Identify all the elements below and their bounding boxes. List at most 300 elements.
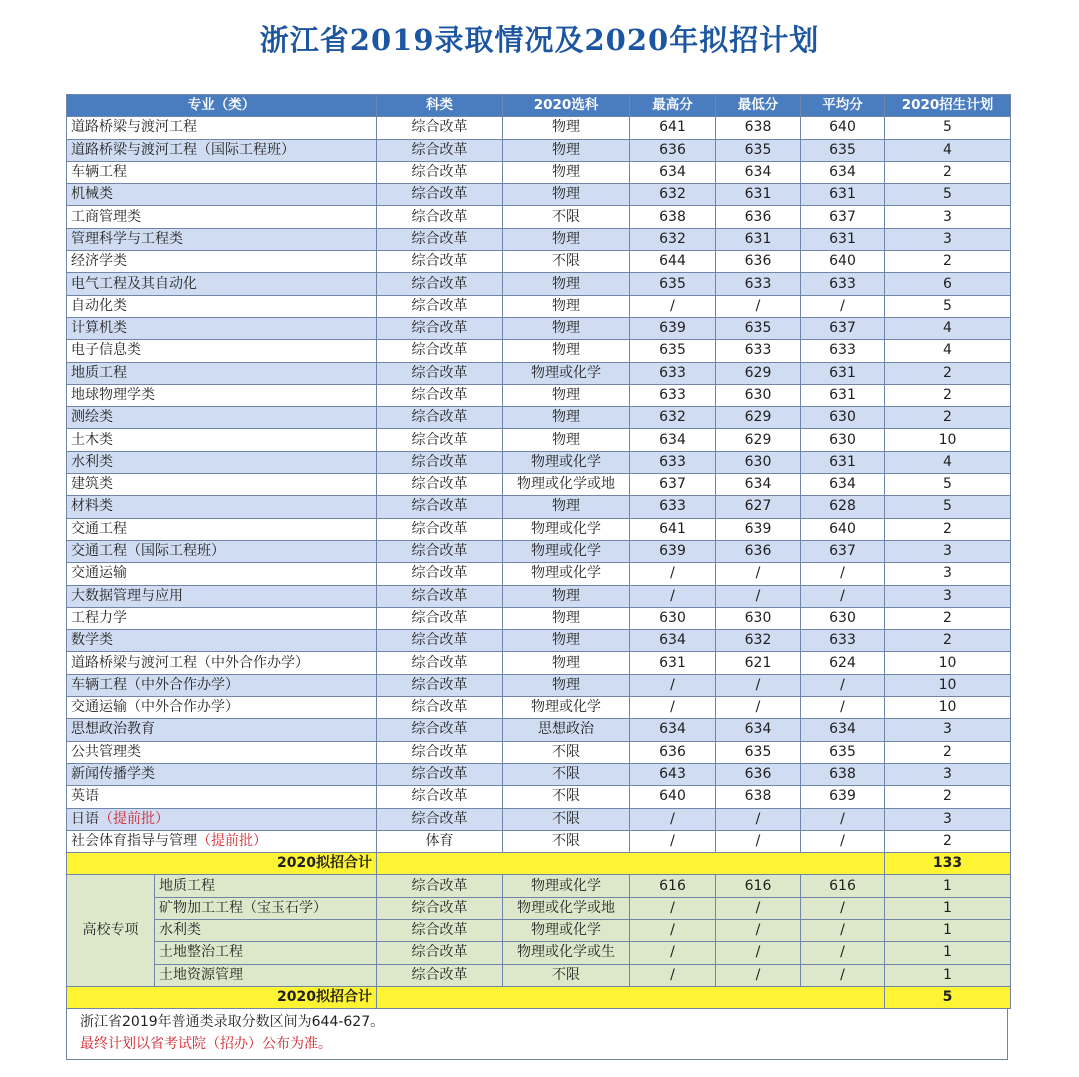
avg-score-cell: 630 (801, 429, 885, 451)
min-score-cell: 635 (716, 139, 801, 161)
max-score-cell: 633 (630, 384, 716, 406)
category-cell: 综合改革 (377, 228, 503, 250)
avg-score-cell: 630 (801, 407, 885, 429)
major-name: 经济学类 (71, 253, 127, 270)
major-name: 新闻传播学类 (71, 766, 155, 783)
subjects-cell: 物理或化学 (503, 563, 630, 585)
admission-table (66, 94, 1011, 1009)
subjects-cell: 思想政治 (503, 719, 630, 741)
plan-cell: 3 (885, 808, 1011, 830)
table-row (67, 830, 1011, 852)
header-subjects: 2020选科 (503, 95, 630, 117)
category-cell: 综合改革 (377, 273, 503, 295)
plan-cell: 10 (885, 674, 1011, 696)
max-score-cell: 634 (630, 429, 716, 451)
major-name: 地球物理学类 (71, 387, 155, 403)
subjects-cell: 物理 (503, 585, 630, 607)
subjects-cell: 物理或化学 (503, 540, 630, 562)
category-cell: 综合改革 (377, 697, 503, 719)
major-cell (67, 451, 377, 473)
major-name: 建筑类 (71, 476, 113, 493)
plan-cell: 3 (885, 563, 1011, 585)
table-row (67, 474, 1011, 496)
table-row (67, 607, 1011, 629)
major-cell (67, 273, 377, 295)
table-row (67, 161, 1011, 183)
plan-cell: 2 (885, 786, 1011, 808)
subjects-cell: 物理或化学 (503, 875, 630, 897)
max-score-cell: 640 (630, 786, 716, 808)
table-row (67, 518, 1011, 540)
subjects-cell: 物理 (503, 340, 630, 362)
subjects-cell: 不限 (503, 206, 630, 228)
subjects-cell: 物理 (503, 295, 630, 317)
plan-cell: 2 (885, 161, 1011, 183)
min-score-cell: 629 (716, 407, 801, 429)
min-score-cell: / (716, 897, 801, 919)
footer-score-range: 浙江省2019年普通类录取分数区间为644-627。 (80, 1014, 385, 1030)
major-cell: 土地整治工程 (155, 942, 377, 964)
avg-score-cell: 624 (801, 652, 885, 674)
min-score-cell: / (716, 697, 801, 719)
max-score-cell: / (630, 830, 716, 852)
min-score-cell: 627 (716, 496, 801, 518)
table-row (67, 273, 1011, 295)
special-row (67, 875, 1011, 897)
min-score-cell: 636 (716, 251, 801, 273)
major-name: 电子信息类 (71, 342, 141, 359)
special-group-label: 高校专项 (67, 875, 155, 986)
category-cell: 综合改革 (377, 786, 503, 808)
major-name: 车辆工程 (71, 164, 127, 181)
plan-cell: 4 (885, 451, 1011, 473)
table-row (67, 117, 1011, 139)
subjects-cell: 物理 (503, 139, 630, 161)
table-row (67, 228, 1011, 250)
plan-cell: 1 (885, 919, 1011, 941)
early-batch-note: （提前批） (99, 810, 169, 827)
subjects-cell: 物理 (503, 652, 630, 674)
min-score-cell: 633 (716, 340, 801, 362)
max-score-cell: 634 (630, 161, 716, 183)
min-score-cell: / (716, 919, 801, 941)
category-cell: 综合改革 (377, 474, 503, 496)
major-cell (67, 139, 377, 161)
category-cell: 综合改革 (377, 340, 503, 362)
table-row (67, 407, 1011, 429)
category-cell: 综合改革 (377, 942, 503, 964)
max-score-cell: 636 (630, 741, 716, 763)
category-cell: 综合改革 (377, 429, 503, 451)
min-score-cell: 630 (716, 384, 801, 406)
subjects-cell: 物理 (503, 674, 630, 696)
plan-cell: 1 (885, 875, 1011, 897)
category-cell: 综合改革 (377, 964, 503, 986)
avg-score-cell: 633 (801, 630, 885, 652)
category-cell: 综合改革 (377, 763, 503, 785)
plan-cell: 5 (885, 184, 1011, 206)
max-score-cell: 631 (630, 652, 716, 674)
min-score-cell: 621 (716, 652, 801, 674)
table-row (67, 540, 1011, 562)
subjects-cell: 物理 (503, 317, 630, 339)
major-cell (67, 563, 377, 585)
major-cell (67, 652, 377, 674)
table-row (67, 719, 1011, 741)
category-cell: 综合改革 (377, 540, 503, 562)
min-score-cell: 631 (716, 184, 801, 206)
major-cell (67, 630, 377, 652)
major-cell (67, 585, 377, 607)
plan-cell: 6 (885, 273, 1011, 295)
avg-score-cell: / (801, 808, 885, 830)
total-row (67, 986, 1011, 1008)
subjects-cell: 不限 (503, 741, 630, 763)
plan-cell: 2 (885, 741, 1011, 763)
category-cell: 综合改革 (377, 451, 503, 473)
min-score-cell: 639 (716, 518, 801, 540)
major-name: 水利类 (71, 453, 113, 470)
min-score-cell: 630 (716, 451, 801, 473)
category-cell: 综合改革 (377, 496, 503, 518)
avg-score-cell: 635 (801, 741, 885, 763)
major-cell (67, 206, 377, 228)
avg-score-cell: 634 (801, 474, 885, 496)
category-cell: 综合改革 (377, 407, 503, 429)
avg-score-cell: 634 (801, 719, 885, 741)
min-score-cell: / (716, 585, 801, 607)
major-cell (67, 362, 377, 384)
avg-score-cell: 631 (801, 451, 885, 473)
category-cell: 综合改革 (377, 295, 503, 317)
avg-score-cell: / (801, 919, 885, 941)
plan-cell: 1 (885, 964, 1011, 986)
avg-score-cell: / (801, 942, 885, 964)
table-row (67, 496, 1011, 518)
major-name: 思想政治教育 (71, 721, 155, 738)
subjects-cell: 物理或化学 (503, 518, 630, 540)
min-score-cell: / (716, 964, 801, 986)
major-name: 公共管理类 (71, 743, 141, 760)
category-cell: 综合改革 (377, 607, 503, 629)
total-blank (377, 853, 885, 875)
table-row (67, 563, 1011, 585)
major-cell (67, 786, 377, 808)
category-cell: 综合改革 (377, 585, 503, 607)
plan-cell: 2 (885, 384, 1011, 406)
min-score-cell: 638 (716, 786, 801, 808)
major-name: 机械类 (71, 186, 113, 203)
major-name: 数学类 (71, 632, 113, 649)
major-name: 交通运输 (71, 565, 127, 582)
major-cell (67, 295, 377, 317)
total-blank (377, 986, 885, 1008)
min-score-cell: 631 (716, 228, 801, 250)
subjects-cell: 物理 (503, 228, 630, 250)
avg-score-cell: 628 (801, 496, 885, 518)
major-cell (67, 228, 377, 250)
major-name: 道路桥梁与渡河工程（中外合作办学） (71, 654, 309, 671)
major-cell (67, 184, 377, 206)
major-name: 大数据管理与应用 (71, 587, 183, 604)
plan-cell: 10 (885, 429, 1011, 451)
major-name: 地质工程 (71, 364, 127, 381)
category-cell: 综合改革 (377, 384, 503, 406)
total-value: 5 (885, 986, 1011, 1008)
footer-final-plan-note: 最终计划以省考试院（招办）公布为准。 (80, 1036, 332, 1052)
max-score-cell: 639 (630, 540, 716, 562)
major-cell (67, 540, 377, 562)
max-score-cell: / (630, 942, 716, 964)
table-row (67, 295, 1011, 317)
header-plan: 2020招生计划 (885, 95, 1011, 117)
table-row (67, 451, 1011, 473)
avg-score-cell: 631 (801, 362, 885, 384)
max-score-cell: / (630, 585, 716, 607)
major-cell (67, 763, 377, 785)
major-name: 工商管理类 (71, 208, 141, 225)
plan-cell: 2 (885, 630, 1011, 652)
plan-cell: 3 (885, 228, 1011, 250)
subjects-cell: 物理 (503, 161, 630, 183)
subjects-cell: 物理 (503, 117, 630, 139)
plan-cell: 1 (885, 942, 1011, 964)
category-cell: 综合改革 (377, 919, 503, 941)
avg-score-cell: / (801, 295, 885, 317)
max-score-cell: 633 (630, 451, 716, 473)
avg-score-cell: / (801, 674, 885, 696)
major-name: 车辆工程（中外合作办学） (71, 676, 239, 693)
plan-cell: 2 (885, 830, 1011, 852)
subjects-cell: 物理或化学 (503, 362, 630, 384)
avg-score-cell: / (801, 697, 885, 719)
total-value: 133 (885, 853, 1011, 875)
min-score-cell: / (716, 830, 801, 852)
table-row (67, 340, 1011, 362)
avg-score-cell: 637 (801, 540, 885, 562)
avg-score-cell: 640 (801, 117, 885, 139)
special-row (67, 897, 1011, 919)
major-name: 道路桥梁与渡河工程 (71, 119, 197, 136)
plan-cell: 4 (885, 139, 1011, 161)
plan-cell: 4 (885, 317, 1011, 339)
max-score-cell: / (630, 964, 716, 986)
plan-cell: 3 (885, 206, 1011, 228)
avg-score-cell: 633 (801, 340, 885, 362)
plan-cell: 3 (885, 540, 1011, 562)
max-score-cell: 635 (630, 340, 716, 362)
major-cell (67, 117, 377, 139)
table-row (67, 139, 1011, 161)
major-name: 交通运输（中外合作办学） (71, 699, 239, 716)
avg-score-cell: 631 (801, 184, 885, 206)
major-name: 管理科学与工程类 (71, 230, 183, 247)
min-score-cell: 636 (716, 206, 801, 228)
category-cell: 综合改革 (377, 719, 503, 741)
min-score-cell: 636 (716, 763, 801, 785)
major-name: 计算机类 (71, 320, 127, 337)
table-row (67, 630, 1011, 652)
category-cell: 综合改革 (377, 652, 503, 674)
category-cell: 综合改革 (377, 317, 503, 339)
major-cell (67, 340, 377, 362)
major-cell (67, 429, 377, 451)
max-score-cell: 644 (630, 251, 716, 273)
major-name: 工程力学 (71, 609, 127, 626)
plan-cell: 2 (885, 518, 1011, 540)
table-row (67, 741, 1011, 763)
min-score-cell: 638 (716, 117, 801, 139)
special-row (67, 919, 1011, 941)
min-score-cell: 629 (716, 362, 801, 384)
category-cell: 综合改革 (377, 251, 503, 273)
category-cell: 综合改革 (377, 563, 503, 585)
table-row (67, 362, 1011, 384)
major-cell: 土地资源管理 (155, 964, 377, 986)
max-score-cell: 637 (630, 474, 716, 496)
category-cell: 综合改革 (377, 741, 503, 763)
max-score-cell: 641 (630, 117, 716, 139)
plan-cell: 5 (885, 474, 1011, 496)
min-score-cell: / (716, 563, 801, 585)
avg-score-cell: / (801, 585, 885, 607)
plan-cell: 2 (885, 251, 1011, 273)
avg-score-cell: 631 (801, 228, 885, 250)
major-cell (67, 808, 377, 830)
avg-score-cell: 634 (801, 161, 885, 183)
min-score-cell: 635 (716, 741, 801, 763)
subjects-cell: 物理或化学 (503, 919, 630, 941)
max-score-cell: / (630, 808, 716, 830)
plan-cell: 10 (885, 652, 1011, 674)
major-cell (67, 607, 377, 629)
subjects-cell: 物理或化学 (503, 451, 630, 473)
major-cell (67, 674, 377, 696)
major-cell (67, 697, 377, 719)
category-cell: 综合改革 (377, 184, 503, 206)
major-name: 测绘类 (71, 409, 113, 426)
max-score-cell: 635 (630, 273, 716, 295)
category-cell: 综合改革 (377, 674, 503, 696)
major-cell (67, 384, 377, 406)
min-score-cell: 634 (716, 161, 801, 183)
plan-cell: 3 (885, 585, 1011, 607)
table-row (67, 585, 1011, 607)
min-score-cell: / (716, 942, 801, 964)
plan-cell: 10 (885, 697, 1011, 719)
subjects-cell: 物理 (503, 496, 630, 518)
min-score-cell: / (716, 808, 801, 830)
table-row (67, 384, 1011, 406)
table-row (67, 697, 1011, 719)
max-score-cell: / (630, 674, 716, 696)
avg-score-cell: / (801, 964, 885, 986)
max-score-cell: 636 (630, 139, 716, 161)
major-cell: 矿物加工工程（宝玉石学） (155, 897, 377, 919)
avg-score-cell: 638 (801, 763, 885, 785)
subjects-cell: 不限 (503, 808, 630, 830)
category-cell: 综合改革 (377, 808, 503, 830)
max-score-cell: 630 (630, 607, 716, 629)
avg-score-cell: / (801, 563, 885, 585)
plan-cell: 5 (885, 117, 1011, 139)
table-row (67, 206, 1011, 228)
plan-cell: 3 (885, 719, 1011, 741)
avg-score-cell: 637 (801, 317, 885, 339)
header-max: 最高分 (630, 95, 716, 117)
max-score-cell: 633 (630, 496, 716, 518)
subjects-cell: 不限 (503, 964, 630, 986)
major-name: 交通工程（国际工程班） (71, 543, 225, 560)
category-cell: 综合改革 (377, 875, 503, 897)
table-row (67, 674, 1011, 696)
plan-cell: 5 (885, 496, 1011, 518)
plan-cell: 4 (885, 340, 1011, 362)
major-cell (67, 741, 377, 763)
table-row (67, 808, 1011, 830)
plan-cell: 2 (885, 407, 1011, 429)
major-cell (67, 719, 377, 741)
plan-cell: 2 (885, 607, 1011, 629)
subjects-cell: 物理或化学或生 (503, 942, 630, 964)
total-row (67, 853, 1011, 875)
subjects-cell: 物理 (503, 407, 630, 429)
avg-score-cell: 640 (801, 518, 885, 540)
max-score-cell: 633 (630, 362, 716, 384)
avg-score-cell: 631 (801, 384, 885, 406)
max-score-cell: / (630, 563, 716, 585)
avg-score-cell: 637 (801, 206, 885, 228)
subjects-cell: 物理 (503, 630, 630, 652)
max-score-cell: 632 (630, 184, 716, 206)
avg-score-cell: / (801, 897, 885, 919)
major-cell (67, 251, 377, 273)
avg-score-cell: 635 (801, 139, 885, 161)
subjects-cell: 不限 (503, 763, 630, 785)
major-name: 交通工程 (71, 520, 127, 537)
major-cell (67, 161, 377, 183)
major-cell: 地质工程 (155, 875, 377, 897)
subjects-cell: 不限 (503, 251, 630, 273)
early-batch-note: （提前批） (197, 832, 267, 849)
major-name: 英语 (71, 788, 99, 805)
category-cell: 体育 (377, 830, 503, 852)
plan-cell: 2 (885, 362, 1011, 384)
major-cell (67, 518, 377, 540)
major-cell (67, 317, 377, 339)
subjects-cell: 物理 (503, 607, 630, 629)
max-score-cell: / (630, 295, 716, 317)
max-score-cell: 641 (630, 518, 716, 540)
table-row (67, 251, 1011, 273)
major-cell (67, 496, 377, 518)
table-row (67, 763, 1011, 785)
table-row (67, 786, 1011, 808)
category-cell: 综合改革 (377, 362, 503, 384)
category-cell: 综合改革 (377, 630, 503, 652)
min-score-cell: 629 (716, 429, 801, 451)
subjects-cell: 不限 (503, 830, 630, 852)
min-score-cell: 636 (716, 540, 801, 562)
table-row (67, 184, 1011, 206)
max-score-cell: 616 (630, 875, 716, 897)
major-name: 社会体育指导与管理 (71, 832, 197, 849)
subjects-cell: 物理 (503, 273, 630, 295)
major-cell (67, 474, 377, 496)
major-cell (67, 407, 377, 429)
avg-score-cell: 630 (801, 607, 885, 629)
avg-score-cell: 616 (801, 875, 885, 897)
